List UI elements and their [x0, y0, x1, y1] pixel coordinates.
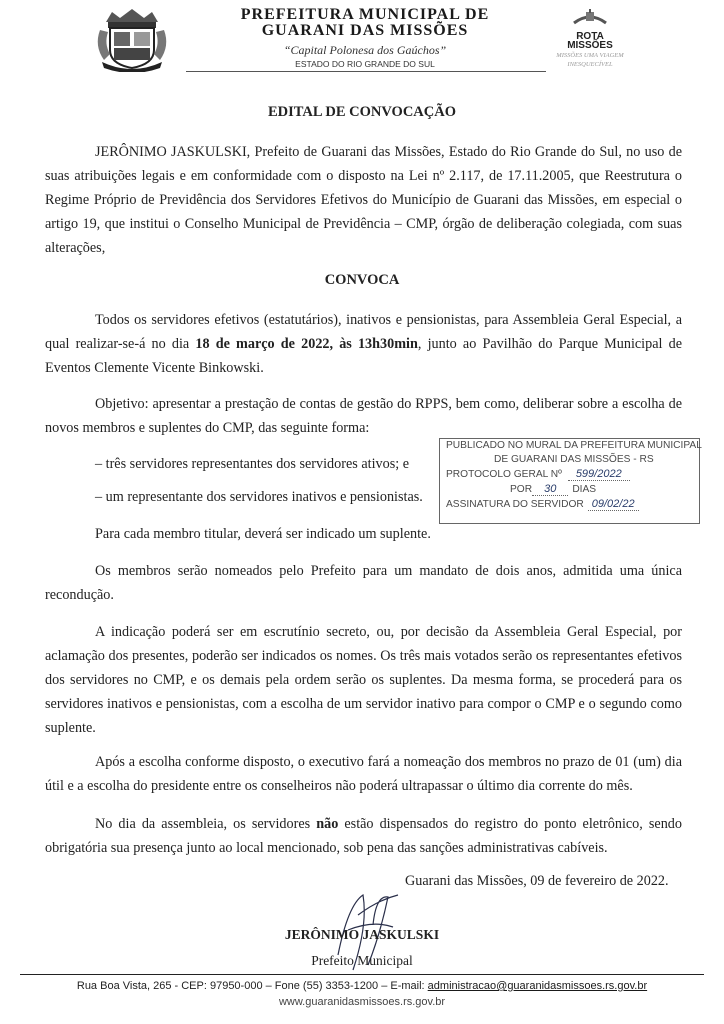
- footer-divider: [20, 974, 704, 975]
- signer-name: JERÔNIMO JASKULSKI: [284, 927, 440, 942]
- footer-contact: [0, 980, 724, 992]
- header-divider: [186, 71, 546, 72]
- stamp-line2: DE GUARANI DAS MISSÕES - RS: [494, 454, 654, 465]
- rota-slogan-line2: INESQUECÍVEL: [567, 61, 613, 68]
- objective-paragraph: Objetivo: apresentar a prestação de contas de gestão do RPPS, bem como, deliberar sobre a escolha de novos membros e suplentes do CMP, das seguinte forma:: [45, 396, 682, 436]
- stamp-period-value: 30: [544, 483, 557, 495]
- mandate-paragraph: Os membros serão nomeados pelo Prefeito para um mandato de dois anos, admitida uma única recondução.: [45, 563, 682, 603]
- rota-slogan-line1: MISSÕES UMA VIAGEM: [556, 52, 624, 59]
- header-title-line1: PREFEITURA MUNICIPAL DE: [240, 6, 490, 23]
- signer-role: Prefeito Municipal: [311, 953, 413, 968]
- indication-paragraph: A indicação poderá ser em escrutínio secreto, ou, por decisão da Assembleia Geral Especial, por aclamação dos presentes, poderão ser indicados os nomes. Os três mais votados serão os representantes efetivos dos servidores no CMP, e os demais pela ordem serão os suplentes. Da mesma forma, se procederá para os servidores inativos e pensionistas, com a escolha de um servidor inativo para compor o CMP e o segundo como suplente.: [45, 624, 682, 736]
- footer-website-link[interactable]: www.guaranidasmissoes.rs.gov.br: [278, 996, 446, 1008]
- substitute-paragraph: Para cada membro titular, deverá ser indicado um suplente.: [95, 526, 431, 542]
- stamp-period-unit: DIAS: [572, 484, 597, 495]
- stamp-signature-value: 09/02/22: [591, 498, 635, 510]
- stamp-line1: PUBLICADO NO MURAL DA PREFEITURA MUNICIPAL: [446, 440, 702, 451]
- stamp-protocol-value: 599/2022: [575, 468, 622, 480]
- convocation-paragraph: Todos os servidores efetivos (estatutários), inativos e pensionistas, para Assembleia Geral Especial, a qual realizar-se-á no dia 18 de março de 2022, às 13h30min, junto ao Pavilhão do Parque Municipal de Eventos Clemente Vicente Binkowski.: [45, 312, 682, 376]
- list-item-inactive-servants: – um representante dos servidores inativos e pensionistas.: [95, 489, 423, 505]
- header-title-line2: GUARANI DAS MISSÕES: [261, 22, 469, 39]
- assembly-paragraph: No dia da assembleia, os servidores não estão dispensados do registro do ponto eletrônico, sendo obrigatória sua presença junto ao local mencionado, sob pena das sanções administrativas cabíveis.: [45, 816, 682, 856]
- rota-name-line2: MISSÕES: [567, 40, 613, 51]
- stamp-signature-label: ASSINATURA DO SERVIDOR: [446, 499, 584, 510]
- rota-name-line1: ROTA: [576, 31, 604, 42]
- document-title: EDITAL DE CONVOCAÇÃO: [268, 104, 456, 120]
- municipal-coat-of-arms-logo: [92, 6, 172, 72]
- footer-email-link[interactable]: administracao@guaranidasmissoes.rs.gov.br: [427, 980, 648, 992]
- header-subtitle: “Capital Polonesa dos Gaúchos”: [283, 43, 447, 57]
- convoca-heading: CONVOCA: [324, 272, 400, 288]
- event-date: 18 de março de 2022, às 13h30min: [195, 336, 418, 352]
- rota-missoes-emblem-icon: [570, 9, 610, 27]
- date-line: Guarani das Missões, 09 de fevereiro de 2022.: [405, 873, 669, 889]
- assembly-emphasis: não: [316, 816, 339, 832]
- stamp-protocol-label: PROTOCOLO GERAL Nº: [446, 469, 562, 480]
- stamp-period-label: POR: [510, 484, 533, 495]
- header-state: ESTADO DO RIO GRANDE DO SUL: [295, 59, 435, 69]
- footer-address: Rua Boa Vista, 265 - CEP: 97950-000 – Fone (55) 3353-1200 – E-mail:: [76, 980, 428, 992]
- intro-paragraph: JERÔNIMO JASKULSKI, Prefeito de Guarani das Missões, Estado do Rio Grande do Sul, no uso de suas atribuições legais e em conformidade com o disposto na Lei nº 2.117, de 17.11.2005, que Reestrutura o Regime Próprio de Previdência dos Servidores Efetivos do Município de Guarani das Missões, em especial o artigo 19, que institui o Conselho Municipal de Previdência – CMP, órgão de deliberação colegiada, com suas alterações,: [45, 144, 682, 256]
- list-item-active-servants: – três servidores representantes dos servidores ativos; e: [95, 456, 410, 472]
- after-choice-paragraph: Após a escolha conforme disposto, o executivo fará a nomeação dos membros no prazo de 01 (um) dia útil e a escolha do presidente entre os conselheiros não poderá ultrapassar o último dia corrente do mês.: [45, 754, 682, 794]
- publication-stamp: [439, 438, 700, 524]
- rota-missoes-logo: [540, 9, 640, 71]
